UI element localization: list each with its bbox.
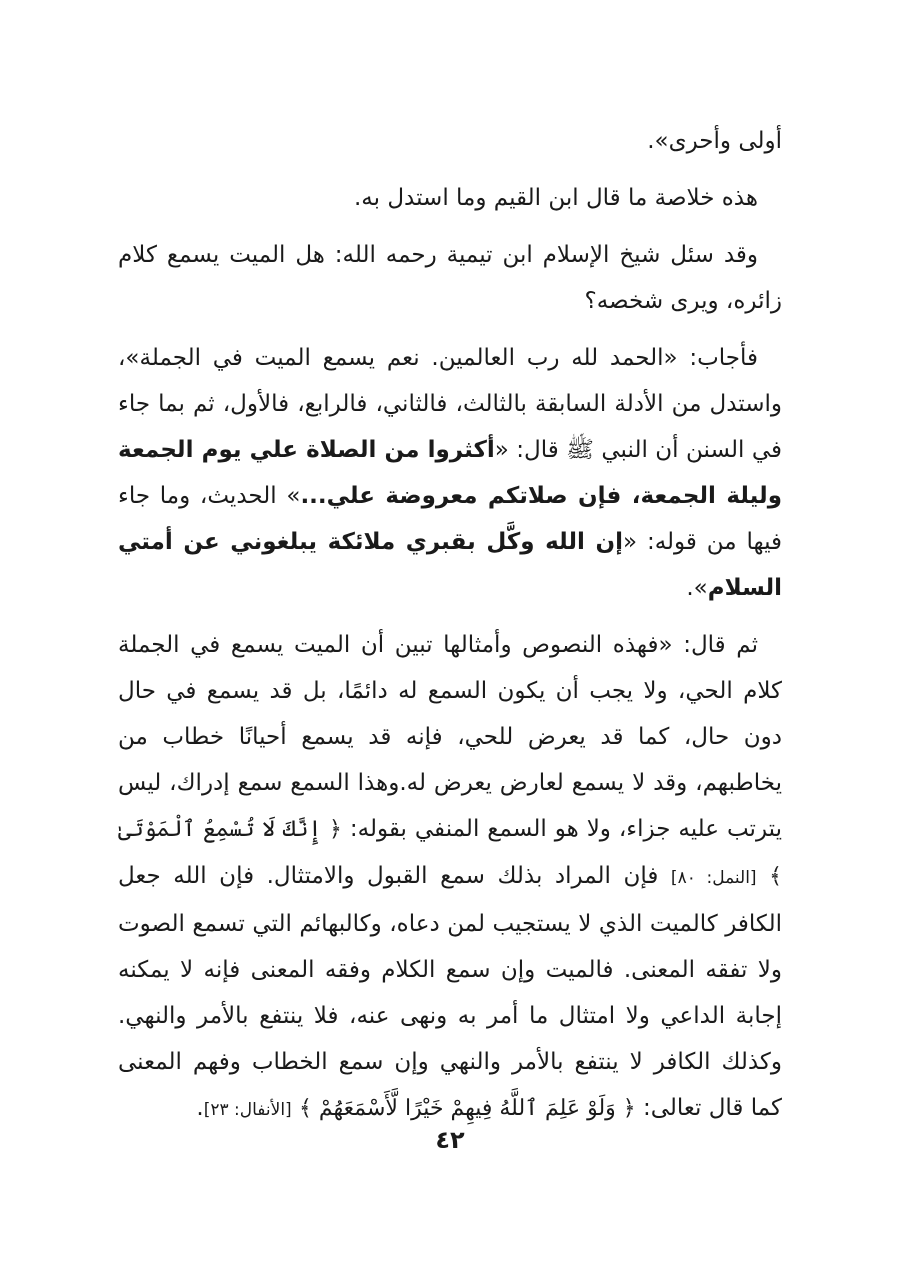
paragraph-4-text-d: ». bbox=[686, 575, 708, 601]
quran-reference-1: [النمل: ٨٠] bbox=[670, 868, 757, 888]
page-number: ٤٢ bbox=[435, 1126, 465, 1154]
page-body bbox=[118, 118, 782, 1144]
paragraph-1: أولى وأحرى». bbox=[647, 128, 782, 154]
quran-reference-2: [الأنفال: ٢٣] bbox=[203, 1100, 292, 1120]
paragraph-5-text-c: . bbox=[196, 1095, 204, 1121]
paragraph-3: وقد سئل شيخ الإسلام ابن تيمية رحمه الله: هل الميت يسمع كلام زائره، ويرى شخصه؟ bbox=[118, 242, 782, 314]
paragraph-2: هذه خلاصة ما قال ابن القيم وما استدل به. bbox=[353, 185, 758, 211]
paragraph-4-text-a: فأجاب: «الحمد لله رب العالمين. نعم يسمع الميت في الجملة»، واستدل من الأدلة السابقة بالثالث، فالثاني، فالرابع، فالأول، ثم بما جاء في السنن أن النبي ﷺ قال: « bbox=[118, 345, 782, 463]
hadith-quote-1: أكثروا من الصلاة علي يوم الجمعة وليلة الجمعة، فإن صلاتكم معروضة علي... bbox=[118, 437, 782, 509]
quran-verse-1: ﴿ إِنَّكَ لَا تُسْمِعُ ٱلْمَوْتَىٰ ﴾ bbox=[118, 817, 783, 889]
paragraph-5-text-a: ثم قال: «فهذه النصوص وأمثالها تبين أن الميت يسمع في الجملة كلام الحي، ولا يجب أن يكون السمع له دائمًا، بل قد يسمع في حال دون حال، كما قد يعرض للحي، فإنه قد يسمع أحيانًا خطاب من يخاطبهم، وقد لا يسمع لعارض يعرض له.وهذا السمع سمع إدراك، ليس يترتب عليه جزاء، ولا هو السمع المنفي بقوله: bbox=[118, 632, 782, 842]
hadith-quote-2: إن الله وكَّل بقبري ملائكة يبلغوني عن أمتي السلام bbox=[118, 529, 782, 601]
paragraph-4-text-c: » الحديث، وما جاء فيها من قوله: « bbox=[118, 483, 783, 555]
paragraph-4 bbox=[118, 335, 782, 611]
quran-verse-2: ﴿ وَلَوْ عَلِمَ ٱللَّهُ فِيهِمْ خَيْرًا لَّأَسْمَعَهُمْ ﴾ bbox=[298, 1096, 636, 1121]
paragraph-5 bbox=[118, 622, 782, 1133]
paragraph-5-text-b: فإن المراد بذلك سمع القبول والامتثال. فإن الله جعل الكافر كالميت الذي لا يستجيب لمن دعاه، وكالبهائم التي تسمع الصوت ولا تفقه المعنى. فالميت وإن سمع الكلام وفقه المعنى فإنه لا يمكنه إجابة الداعي ولا امتثال ما أمر به ونهى عنه، فلا ينتفع بالأمر والنهي. وكذلك الكافر لا ينتفع بالأمر والنهي وإن سمع الخطاب وفهم المعنى كما قال تعالى: bbox=[118, 863, 782, 1121]
